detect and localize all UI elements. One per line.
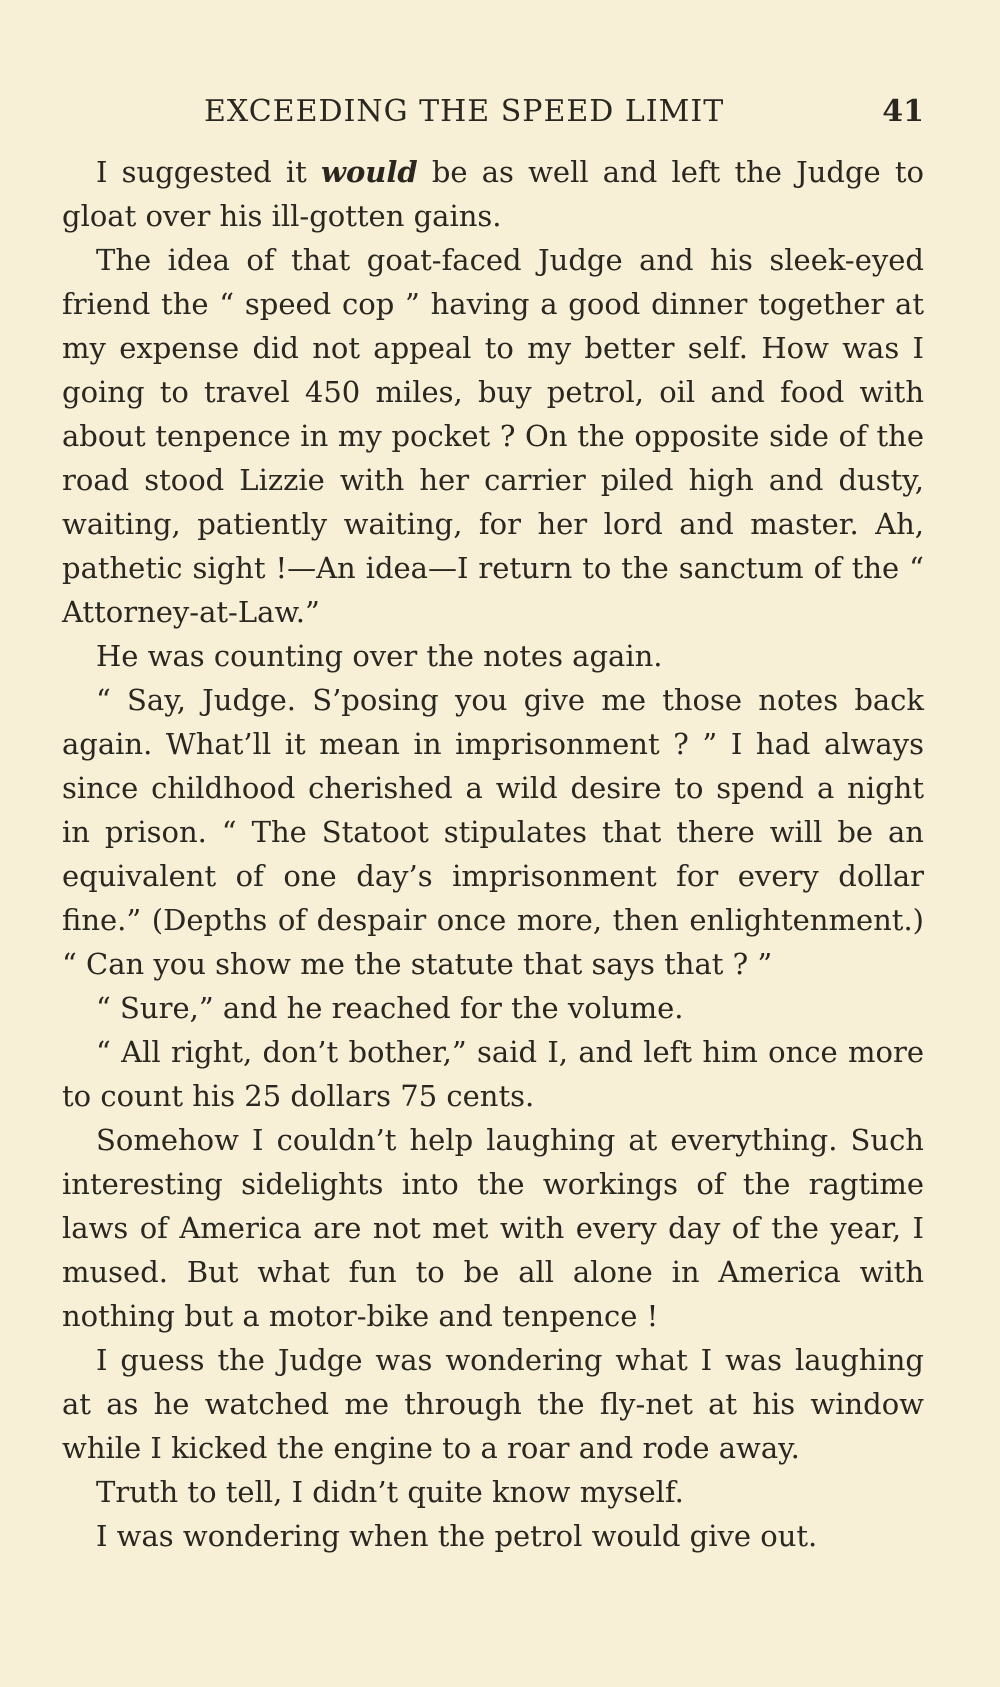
page-header: [62, 85, 924, 139]
paragraph-3: He was counting over the notes again.: [96, 639, 663, 673]
page-number: 41: [882, 94, 924, 129]
paragraph-4: “ Say, Judge. S’posing you give me those notes back again. What’ll it mean in imprisonment ? ” I had always since childhood cherished a wild desire to spend a night in prison. “ The Statoot stipulates that there will be an equivalent of one day’s imprisonment for every dollar fine.” (Depths of despair once more, then enlightenment.) “ Can you show me the statute that says that ? ”: [62, 683, 924, 981]
body-text: [62, 150, 924, 1558]
paragraph-10: I was wondering when the petrol would give out.: [96, 1519, 818, 1553]
paragraph-1-after: be as well and left the Judge to gloat over his ill-gotten gains.: [62, 155, 924, 233]
paragraph-1-before: I suggested it: [96, 155, 321, 189]
paragraph-1: [62, 150, 924, 238]
paragraph-9: Truth to tell, I didn’t quite know myself.: [96, 1475, 684, 1509]
paragraph-8: I guess the Judge was wondering what I was laughing at as he watched me through the fly-net at his window while I kicked the engine to a roar and rode away.: [62, 1343, 924, 1465]
paragraph-7: Somehow I couldn’t help laughing at everything. Such interesting sidelights into the workings of the ragtime laws of America are not met with every day of the year, I mused. But what fun to be all alone in America with nothing but a motor-bike and tenpence !: [62, 1123, 924, 1333]
paragraph-6: “ All right, don’t bother,” said I, and left him once more to count his 25 dollars 75 cents.: [62, 1035, 924, 1113]
paragraph-2: The idea of that goat-faced Judge and his sleek-eyed friend the “ speed cop ” having a good dinner together at my expense did not appeal to my better self. How was I going to travel 450 miles, buy petrol, oil and food with about tenpence in my pocket ? On the opposite side of the road stood Lizzie with her carrier piled high and dusty, waiting, patiently waiting, for her lord and master. Ah, pathetic sight !—An idea—I return to the sanctum of the “ Attorney-at-Law.”: [62, 243, 924, 629]
paragraph-5: “ Sure,” and he reached for the volume.: [96, 991, 684, 1025]
emphasis-would: would: [321, 155, 418, 189]
running-head: EXCEEDING THE SPEED LIMIT: [204, 94, 725, 129]
